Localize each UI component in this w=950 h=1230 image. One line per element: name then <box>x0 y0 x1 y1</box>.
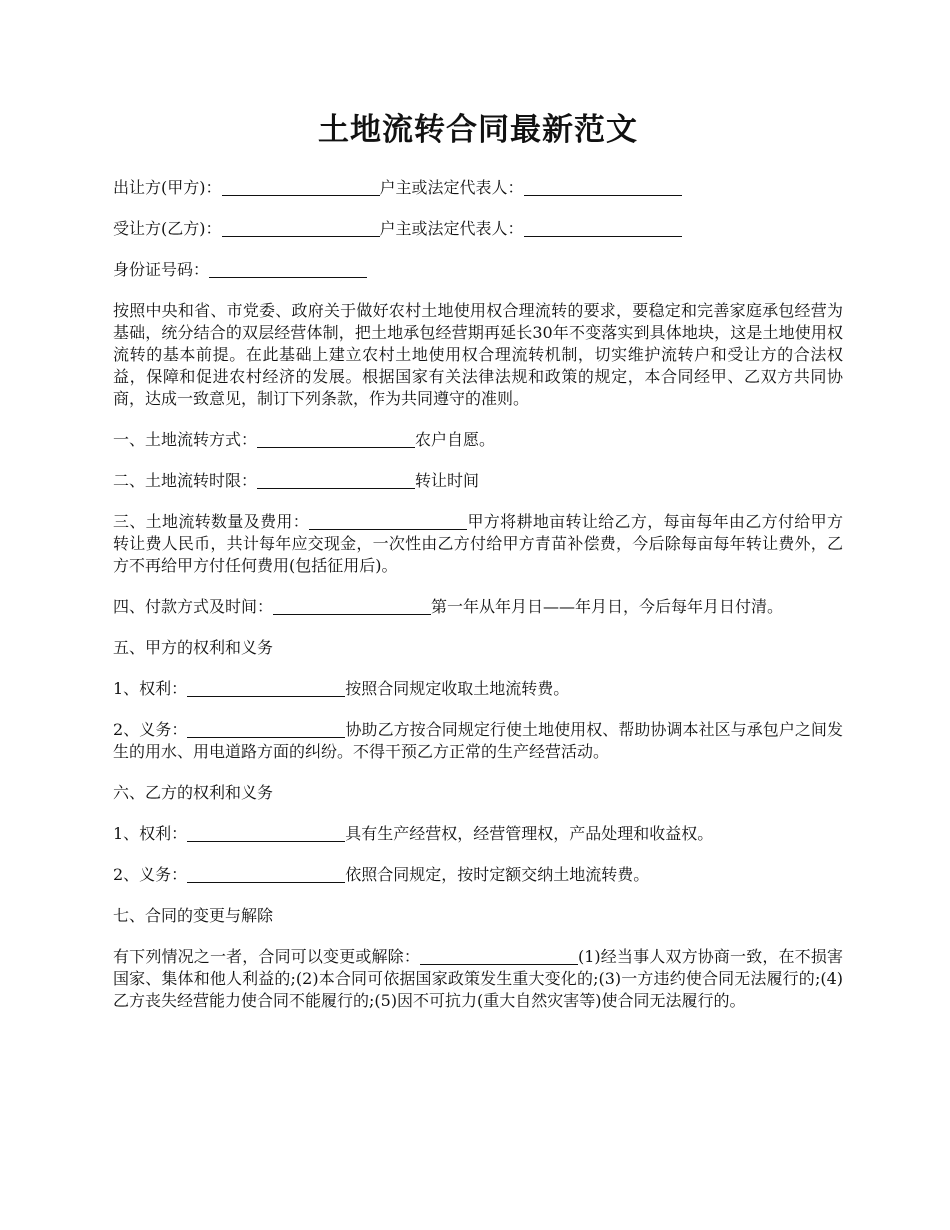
section-5-rights <box>113 678 843 700</box>
section-6-duties-blank <box>187 866 345 883</box>
section-7-heading: 七、合同的变更与解除 <box>113 906 274 926</box>
section-6-rights-label: 1、权利： <box>113 824 188 844</box>
intro-paragraph: 按照中央和省、市党委、政府关于做好农村土地使用权合理流转的要求，要稳定和完善家庭承包经营为基础，统分结合的双层经营体制，把土地承包经营期再延长30年不变落实到具体地块，这是土地使用权流转的基本前提。在此基础上建立农村土地使用权合理流转机制，切实维护流转户和受让方的合法权益，保障和促进农村经济的发展。根据国家有关法律法规和政策的规定，本合同经甲、乙双方共同协商，达成一致意见，制订下列条款，作为共同遵守的准则。 <box>113 301 843 409</box>
section-7-body <box>113 946 843 1012</box>
section-7-label: 有下列情况之一者，合同可以变更或解除： <box>113 947 420 967</box>
section-2-label: 二、土地流转时限： <box>113 471 258 491</box>
section-2 <box>113 470 843 492</box>
section-5-heading: 五、甲方的权利和义务 <box>113 638 274 658</box>
section-1-text: 农户自愿。 <box>415 430 496 450</box>
section-4 <box>113 596 843 618</box>
party-a-blank <box>222 179 380 196</box>
section-6-duties-text: 依照合同规定，按时定额交纳土地流转费。 <box>345 865 650 885</box>
party-a-rep-blank <box>524 179 682 196</box>
party-b-rep-blank <box>524 220 682 237</box>
section-2-text: 转让时间 <box>415 471 480 491</box>
section-1-blank <box>257 431 415 448</box>
section-4-blank <box>273 598 431 615</box>
party-b-rep-label: 户主或法定代表人： <box>379 219 524 239</box>
section-4-label: 四、付款方式及时间： <box>113 597 274 617</box>
section-7-text: (1)经当事人双方协商一致，在不损害国家、集体和他人利益的;(2)本合同可依据国家政策发生重大变化的;(3)一方违约使合同无法履行的;(4)乙方丧失经营能力使合同不能履行的;(5)因不可抗力(重大自然灾害等)使合同无法履行的。 <box>113 947 843 1011</box>
section-1 <box>113 429 843 451</box>
section-6-rights <box>113 823 843 845</box>
section-2-blank <box>257 472 415 489</box>
id-number-blank <box>209 261 367 278</box>
section-1-label: 一、土地流转方式： <box>113 430 258 450</box>
id-number-label: 身份证号码： <box>113 260 210 280</box>
section-3-text: 甲方将耕地亩转让给乙方，每亩每年由乙方付给甲方转让费人民币，共计每年应交现金，一次性由乙方付给甲方青苗补偿费，今后除每亩每年转让费外，乙方不再给甲方付任何费用(包括征用后)。 <box>113 512 843 576</box>
party-b-label: 受让方(乙方)： <box>113 219 222 239</box>
section-6-heading: 六、乙方的权利和义务 <box>113 783 274 803</box>
section-6-rights-text: 具有生产经营权，经营管理权，产品处理和收益权。 <box>345 824 714 844</box>
party-a-label: 出让方(甲方)： <box>113 178 222 198</box>
section-5-duties <box>113 719 843 763</box>
section-3-label: 三、土地流转数量及费用： <box>113 512 310 532</box>
section-5-rights-text: 按照合同规定收取土地流转费。 <box>345 679 570 699</box>
section-3 <box>113 511 843 577</box>
document-page <box>113 112 843 1031</box>
section-5-rights-label: 1、权利： <box>113 679 188 699</box>
party-b-line <box>113 218 843 240</box>
document-title: 土地流转合同最新范文 <box>318 112 638 148</box>
party-b-blank <box>222 220 380 237</box>
section-6-rights-blank <box>187 825 345 842</box>
party-a-rep-label: 户主或法定代表人： <box>379 178 524 198</box>
section-5-duties-blank <box>187 721 345 738</box>
section-7-blank <box>420 948 578 965</box>
section-5-rights-blank <box>187 680 345 697</box>
party-a-line <box>113 177 843 199</box>
section-6-duties-label: 2、义务： <box>113 865 188 885</box>
section-5-duties-label: 2、义务： <box>113 720 188 740</box>
section-3-blank <box>309 513 467 530</box>
section-5-duties-text: 协助乙方按合同规定行使土地使用权、帮助协调本社区与承包户之间发生的用水、用电道路方面的纠纷。不得干预乙方正常的生产经营活动。 <box>113 720 843 762</box>
id-number-line <box>113 259 843 281</box>
section-4-text: 第一年从年月日——年月日，今后每年月日付清。 <box>431 597 784 617</box>
section-6-duties <box>113 864 843 886</box>
